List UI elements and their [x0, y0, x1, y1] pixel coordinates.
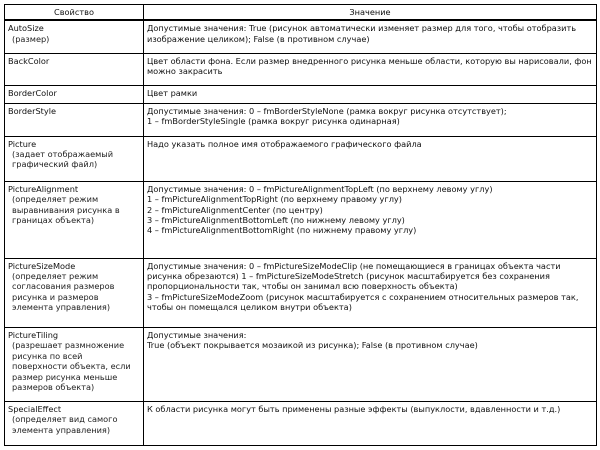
property-description: (определяет вид самого элемента управления)	[12, 414, 118, 435]
property-name: SpecialEffect	[8, 403, 62, 414]
property-cell	[5, 401, 144, 445]
value-line: True (объект покрывается мозаикой из рисунка); False (в противном случае)	[147, 340, 478, 351]
table-row-picturetiling	[5, 328, 597, 402]
property-name: BorderColor	[8, 88, 57, 99]
value-line: Цвет области фона. Если размер внедренного рисунка меньше области, которую вы нарисовали, фон можно закрасить	[147, 55, 592, 76]
value-line: Цвет рамки	[147, 88, 198, 99]
property-description: (задает отображаемый графический файл)	[12, 149, 114, 170]
value-line: Допустимые значения: True (рисунок автоматически изменяет размер для того, чтобы отобразить изображение целиком); False (в противном случае)	[147, 23, 577, 44]
table-row-picturealignment	[5, 181, 597, 258]
property-cell	[5, 104, 144, 137]
value-cell	[144, 20, 597, 53]
property-description: (разрешает размножение рисунка по всей поверхности объекта, если размер рисунка меньше размеров объекта)	[12, 340, 131, 393]
value-line: Допустимые значения: 0 – fmBorderStyleNone (рамка вокруг рисунка отсутствует);	[147, 106, 507, 116]
table-row-bordercolor	[5, 86, 597, 104]
value-line: 1 – fmBorderStyleSingle (рамка вокруг рисунка одинарная)	[147, 116, 400, 127]
property-name: PictureTiling	[8, 330, 59, 341]
value-line: 1 – fmPictureAlignmentTopRight (по верхнему правому углу)	[147, 194, 402, 205]
value-line: 2 – fmPictureAlignmentCenter (по центру)	[147, 204, 323, 215]
property-name: PictureAlignment	[8, 183, 79, 194]
header-property: Свойство	[5, 5, 144, 21]
property-description: (определяет режим выравнивания рисунка в границах объекта)	[12, 194, 120, 226]
value-cell	[144, 328, 597, 402]
table-row-borderstyle	[5, 104, 597, 137]
value-line: 3 – fmPictureSizeModeZoom (рисунок масштабируется с сохранением относительных размеров так, чтобы он помещался целиком внутри объекта)	[147, 291, 579, 313]
value-cell	[144, 258, 597, 327]
property-description: (размер)	[12, 33, 50, 44]
value-line: Допустимые значения: 0 – fmPictureSizeModeClip (не помещающиеся в границах объекта части рисунка обрезаются) 1 – fmPictureSizeModeStretch (рисунок масштабируется без сохранения пропорциональности так, чтобы он занимал всю поверхность объекта)	[147, 260, 561, 292]
value-cell	[144, 181, 597, 258]
property-cell	[5, 136, 144, 181]
value-line: Допустимые значения: 0 – fmPictureAlignmentTopLeft (по верхнему левому углу)	[147, 183, 493, 194]
table-row-specialeffect	[5, 401, 597, 445]
value-cell	[144, 86, 597, 104]
header-value: Значение	[144, 5, 597, 21]
property-cell	[5, 53, 144, 86]
property-cell	[5, 328, 144, 402]
table-row-backcolor	[5, 53, 597, 86]
table-row-autosize	[5, 20, 597, 53]
value-cell	[144, 104, 597, 137]
property-cell	[5, 258, 144, 327]
properties-table	[4, 4, 597, 446]
property-cell	[5, 181, 144, 258]
property-name: Picture	[8, 138, 37, 149]
property-name: PictureSizeMode	[8, 260, 76, 271]
value-line: Допустимые значения:	[147, 330, 247, 341]
property-name: BorderStyle	[8, 106, 57, 116]
value-cell	[144, 401, 597, 445]
property-name: BackColor	[8, 55, 50, 66]
value-cell	[144, 53, 597, 86]
value-cell	[144, 136, 597, 181]
table-row-picture	[5, 136, 597, 181]
property-cell	[5, 86, 144, 104]
property-cell	[5, 20, 144, 53]
value-line: К области рисунка могут быть применены разные эффекты (выпуклости, вдавленности и т.д.)	[147, 403, 561, 414]
table-header-row	[5, 5, 597, 21]
property-description: (определяет режим согласования размеров рисунка и размеров элемента управления)	[12, 271, 115, 313]
table-row-picturesizemode	[5, 258, 597, 327]
value-line: Надо указать полное имя отображаемого графического файла	[147, 138, 422, 149]
value-line: 3 – fmPictureAlignmentBottomLeft (по нижнему левому углу)	[147, 215, 405, 226]
value-line: 4 – fmPictureAlignmentBottomRight (по нижнему правому углу)	[147, 225, 417, 236]
property-name: AutoSize	[8, 23, 44, 34]
